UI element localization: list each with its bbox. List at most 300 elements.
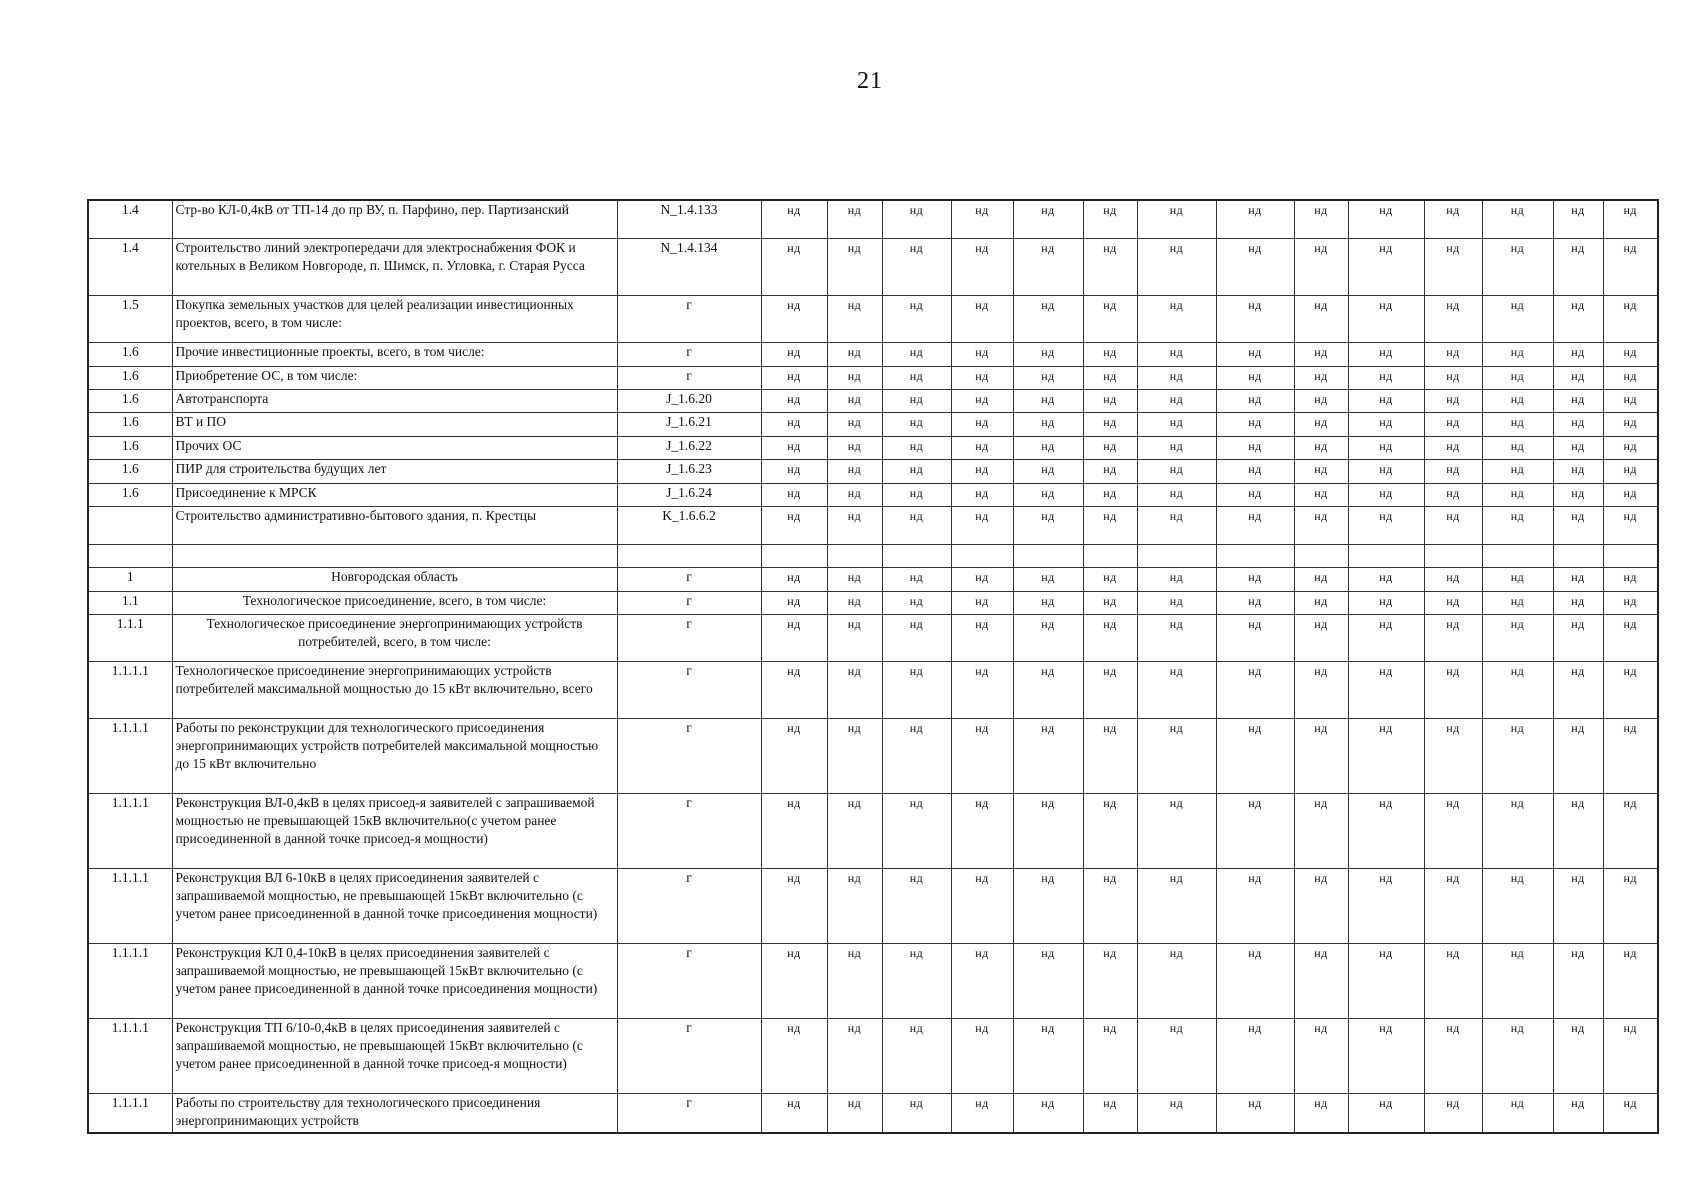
row-code: N_1.4.133 <box>617 200 761 238</box>
nd-cell: нд <box>761 1093 827 1133</box>
nd-cell: нд <box>1294 1093 1348 1133</box>
nd-cell: нд <box>1482 389 1553 412</box>
row-number: 1.6 <box>88 459 172 483</box>
nd-cell: нд <box>1603 483 1658 506</box>
nd-cell: нд <box>951 718 1013 793</box>
nd-cell: нд <box>827 661 882 718</box>
row-name: Реконструкция ВЛ 6-10кВ в целях присоединения заявителей с запрашиваемой мощностью, не превышающей 15кВт включительно (с учетом ранее присоединенной в данной точке присоединения мощности) <box>172 868 617 943</box>
row-code: г <box>617 614 761 661</box>
row-name: Прочих ОС <box>172 436 617 459</box>
row-name: Строительство линий электропередачи для электроснабжения ФОК и котельных в Великом Новгороде, п. Шимск, п. Угловка, г. Старая Русса <box>172 238 617 295</box>
nd-cell: нд <box>1603 793 1658 868</box>
row-code: г <box>617 1093 761 1133</box>
nd-cell: нд <box>1216 483 1294 506</box>
nd-cell: нд <box>1083 793 1137 868</box>
nd-cell: нд <box>1083 868 1137 943</box>
nd-cell: нд <box>1603 718 1658 793</box>
nd-cell: нд <box>1424 366 1482 389</box>
nd-cell: нд <box>1013 436 1083 459</box>
nd-cell: нд <box>1348 459 1424 483</box>
nd-cell: нд <box>1348 200 1424 238</box>
nd-cell: нд <box>1348 591 1424 614</box>
nd-cell: нд <box>1137 389 1216 412</box>
nd-cell <box>1482 544 1553 567</box>
nd-cell: нд <box>1137 366 1216 389</box>
nd-cell: нд <box>1424 661 1482 718</box>
nd-cell: нд <box>951 614 1013 661</box>
nd-cell: нд <box>1603 661 1658 718</box>
nd-cell: нд <box>1482 614 1553 661</box>
nd-cell: нд <box>761 661 827 718</box>
nd-cell: нд <box>1348 389 1424 412</box>
row-name: Технологическое присоединение энергопринимающих устройств потребителей максимальной мощностью до 15 кВт включительно, всего <box>172 661 617 718</box>
nd-cell: нд <box>1348 1093 1424 1133</box>
row-number: 1.1.1.1 <box>88 718 172 793</box>
nd-cell <box>1603 544 1658 567</box>
nd-cell: нд <box>1137 1018 1216 1093</box>
nd-cell: нд <box>882 295 951 342</box>
table-row <box>88 200 1658 238</box>
row-name: Работы по реконструкции для технологического присоединения энергопринимающих устройств потребителей максимальной мощностью до 15 кВт включительно <box>172 718 617 793</box>
row-name <box>172 544 617 567</box>
row-code: г <box>617 943 761 1018</box>
nd-cell: нд <box>951 661 1013 718</box>
row-name: Прочие инвестиционные проекты, всего, в том числе: <box>172 342 617 366</box>
nd-cell: нд <box>1137 200 1216 238</box>
row-number <box>88 544 172 567</box>
row-code: K_1.6.6.2 <box>617 506 761 544</box>
table-row <box>88 1018 1658 1093</box>
nd-cell: нд <box>761 366 827 389</box>
nd-cell: нд <box>1216 567 1294 591</box>
row-code: N_1.4.134 <box>617 238 761 295</box>
nd-cell: нд <box>1424 943 1482 1018</box>
nd-cell: нд <box>1083 295 1137 342</box>
nd-cell: нд <box>951 1093 1013 1133</box>
row-code: г <box>617 342 761 366</box>
nd-cell: нд <box>1137 1093 1216 1133</box>
nd-cell: нд <box>1603 943 1658 1018</box>
nd-cell: нд <box>1013 1018 1083 1093</box>
nd-cell: нд <box>1348 366 1424 389</box>
nd-cell: нд <box>1553 614 1603 661</box>
nd-cell: нд <box>951 342 1013 366</box>
nd-cell: нд <box>1083 661 1137 718</box>
nd-cell: нд <box>1216 506 1294 544</box>
row-code: г <box>617 1018 761 1093</box>
nd-cell: нд <box>1137 868 1216 943</box>
table-row <box>88 436 1658 459</box>
nd-cell: нд <box>1424 412 1482 436</box>
nd-cell: нд <box>1083 591 1137 614</box>
nd-cell: нд <box>1013 591 1083 614</box>
nd-cell: нд <box>1348 943 1424 1018</box>
nd-cell: нд <box>761 868 827 943</box>
nd-cell: нд <box>1553 200 1603 238</box>
nd-cell: нд <box>882 389 951 412</box>
nd-cell: нд <box>761 389 827 412</box>
nd-cell: нд <box>882 459 951 483</box>
nd-cell: нд <box>1083 506 1137 544</box>
nd-cell: нд <box>1424 459 1482 483</box>
nd-cell: нд <box>882 200 951 238</box>
nd-cell: нд <box>951 436 1013 459</box>
nd-cell: нд <box>1482 238 1553 295</box>
page-number: 21 <box>857 68 883 94</box>
nd-cell: нд <box>1137 614 1216 661</box>
row-name: Реконструкция ТП 6/10-0,4кВ в целях присоединения заявителей с запрашиваемой мощностью, не превышающей 15кВт включительно (с учетом ранее присоединенной в данной точке присоед-я мощности) <box>172 1018 617 1093</box>
investment-table <box>87 199 1659 1134</box>
nd-cell: нд <box>1424 1018 1482 1093</box>
row-number: 1.5 <box>88 295 172 342</box>
nd-cell: нд <box>827 342 882 366</box>
nd-cell: нд <box>1216 295 1294 342</box>
nd-cell <box>1294 544 1348 567</box>
nd-cell: нд <box>1013 614 1083 661</box>
nd-cell <box>1553 544 1603 567</box>
nd-cell: нд <box>1137 661 1216 718</box>
table-row <box>88 412 1658 436</box>
table-row <box>88 1093 1658 1133</box>
nd-cell <box>1013 544 1083 567</box>
nd-cell: нд <box>1137 793 1216 868</box>
nd-cell: нд <box>1294 943 1348 1018</box>
nd-cell: нд <box>1553 591 1603 614</box>
nd-cell: нд <box>1216 366 1294 389</box>
nd-cell: нд <box>1482 366 1553 389</box>
nd-cell: нд <box>1294 200 1348 238</box>
table-row <box>88 295 1658 342</box>
nd-cell: нд <box>1603 366 1658 389</box>
nd-cell: нд <box>1216 200 1294 238</box>
table-row <box>88 591 1658 614</box>
nd-cell: нд <box>1482 661 1553 718</box>
nd-cell: нд <box>1216 412 1294 436</box>
table-row <box>88 459 1658 483</box>
table-row <box>88 342 1658 366</box>
nd-cell: нд <box>1553 342 1603 366</box>
nd-cell: нд <box>882 793 951 868</box>
nd-cell: нд <box>1553 661 1603 718</box>
nd-cell: нд <box>827 591 882 614</box>
nd-cell: нд <box>1216 436 1294 459</box>
row-code: J_1.6.20 <box>617 389 761 412</box>
row-name: Строительство административно-бытового здания, п. Крестцы <box>172 506 617 544</box>
table-row <box>88 614 1658 661</box>
nd-cell <box>1137 544 1216 567</box>
nd-cell: нд <box>1013 342 1083 366</box>
nd-cell: нд <box>1348 718 1424 793</box>
nd-cell: нд <box>1482 943 1553 1018</box>
nd-cell: нд <box>882 661 951 718</box>
nd-cell: нд <box>1137 459 1216 483</box>
nd-cell: нд <box>1013 793 1083 868</box>
nd-cell: нд <box>761 295 827 342</box>
nd-cell: нд <box>1553 793 1603 868</box>
nd-cell: нд <box>1294 661 1348 718</box>
nd-cell: нд <box>1083 567 1137 591</box>
nd-cell: нд <box>1348 661 1424 718</box>
table-row <box>88 483 1658 506</box>
nd-cell: нд <box>827 1093 882 1133</box>
row-number: 1.6 <box>88 436 172 459</box>
nd-cell: нд <box>761 342 827 366</box>
nd-cell: нд <box>1553 366 1603 389</box>
nd-cell: нд <box>1603 506 1658 544</box>
table-body <box>88 200 1658 1133</box>
nd-cell <box>1083 544 1137 567</box>
nd-cell: нд <box>1553 238 1603 295</box>
nd-cell: нд <box>1482 718 1553 793</box>
nd-cell: нд <box>882 483 951 506</box>
nd-cell: нд <box>1553 1018 1603 1093</box>
nd-cell: нд <box>1294 718 1348 793</box>
row-number: 1.1.1.1 <box>88 793 172 868</box>
nd-cell: нд <box>1013 366 1083 389</box>
nd-cell: нд <box>1348 868 1424 943</box>
nd-cell: нд <box>1424 238 1482 295</box>
nd-cell: нд <box>1294 459 1348 483</box>
nd-cell: нд <box>1424 389 1482 412</box>
nd-cell: нд <box>1216 793 1294 868</box>
nd-cell: нд <box>1083 366 1137 389</box>
nd-cell: нд <box>1083 1018 1137 1093</box>
nd-cell: нд <box>1294 412 1348 436</box>
row-name: ПИР для строительства будущих лет <box>172 459 617 483</box>
row-name: Новгородская область <box>172 567 617 591</box>
nd-cell: нд <box>1348 295 1424 342</box>
nd-cell: нд <box>951 200 1013 238</box>
nd-cell: нд <box>827 1018 882 1093</box>
nd-cell: нд <box>1553 483 1603 506</box>
row-code: J_1.6.22 <box>617 436 761 459</box>
nd-cell: нд <box>882 412 951 436</box>
nd-cell: нд <box>1294 506 1348 544</box>
nd-cell: нд <box>1348 436 1424 459</box>
nd-cell: нд <box>1013 718 1083 793</box>
nd-cell: нд <box>827 614 882 661</box>
row-name: Автотранспорта <box>172 389 617 412</box>
nd-cell: нд <box>951 389 1013 412</box>
nd-cell: нд <box>951 295 1013 342</box>
nd-cell: нд <box>1216 943 1294 1018</box>
nd-cell: нд <box>1216 1018 1294 1093</box>
nd-cell: нд <box>1424 436 1482 459</box>
nd-cell: нд <box>1013 1093 1083 1133</box>
nd-cell: нд <box>761 459 827 483</box>
row-code: J_1.6.24 <box>617 483 761 506</box>
nd-cell <box>1424 544 1482 567</box>
row-code: г <box>617 661 761 718</box>
table-row <box>88 389 1658 412</box>
nd-cell: нд <box>1294 614 1348 661</box>
row-number: 1.4 <box>88 200 172 238</box>
nd-cell: нд <box>761 483 827 506</box>
nd-cell: нд <box>1482 342 1553 366</box>
nd-cell: нд <box>1013 506 1083 544</box>
row-name: Реконструкция КЛ 0,4-10кВ в целях присоединения заявителей с запрашиваемой мощностью, не превышающей 15кВт включительно (с учетом ранее присоединенной в данной точке присоединения мощности) <box>172 943 617 1018</box>
table-row <box>88 506 1658 544</box>
nd-cell <box>761 544 827 567</box>
table-row <box>88 718 1658 793</box>
nd-cell: нд <box>1013 200 1083 238</box>
table-row <box>88 868 1658 943</box>
nd-cell: нд <box>1216 614 1294 661</box>
nd-cell: нд <box>882 1018 951 1093</box>
nd-cell: нд <box>1348 1018 1424 1093</box>
row-code: г <box>617 567 761 591</box>
row-code: г <box>617 295 761 342</box>
row-code: J_1.6.23 <box>617 459 761 483</box>
nd-cell: нд <box>1083 718 1137 793</box>
row-number: 1.1.1.1 <box>88 943 172 1018</box>
nd-cell: нд <box>1603 436 1658 459</box>
nd-cell: нд <box>827 295 882 342</box>
nd-cell: нд <box>1013 483 1083 506</box>
nd-cell: нд <box>1553 718 1603 793</box>
nd-cell: нд <box>1482 868 1553 943</box>
row-code: г <box>617 591 761 614</box>
nd-cell: нд <box>1216 1093 1294 1133</box>
nd-cell: нд <box>827 389 882 412</box>
row-name: Технологическое присоединение энергопринимающих устройств потребителей, всего, в том числе: <box>172 614 617 661</box>
nd-cell: нд <box>1137 436 1216 459</box>
nd-cell: нд <box>951 793 1013 868</box>
nd-cell: нд <box>1424 200 1482 238</box>
nd-cell: нд <box>1348 567 1424 591</box>
nd-cell: нд <box>951 412 1013 436</box>
nd-cell: нд <box>1137 506 1216 544</box>
nd-cell: нд <box>1482 295 1553 342</box>
nd-cell: нд <box>951 483 1013 506</box>
nd-cell: нд <box>1553 389 1603 412</box>
nd-cell: нд <box>951 1018 1013 1093</box>
row-number: 1.1.1.1 <box>88 868 172 943</box>
nd-cell: нд <box>761 591 827 614</box>
row-code: г <box>617 366 761 389</box>
nd-cell: нд <box>1137 412 1216 436</box>
nd-cell: нд <box>1216 238 1294 295</box>
nd-cell: нд <box>1553 1093 1603 1133</box>
nd-cell: нд <box>882 238 951 295</box>
row-number: 1.1 <box>88 591 172 614</box>
nd-cell: нд <box>761 793 827 868</box>
nd-cell: нд <box>1137 295 1216 342</box>
nd-cell: нд <box>827 483 882 506</box>
nd-cell: нд <box>1294 389 1348 412</box>
row-code: г <box>617 868 761 943</box>
nd-cell: нд <box>1482 1093 1553 1133</box>
nd-cell: нд <box>1482 200 1553 238</box>
nd-cell: нд <box>1013 459 1083 483</box>
nd-cell: нд <box>1482 483 1553 506</box>
nd-cell: нд <box>827 238 882 295</box>
nd-cell: нд <box>1603 567 1658 591</box>
nd-cell: нд <box>1348 614 1424 661</box>
nd-cell: нд <box>1603 200 1658 238</box>
nd-cell: нд <box>1137 591 1216 614</box>
row-number: 1.6 <box>88 389 172 412</box>
nd-cell: нд <box>761 506 827 544</box>
nd-cell: нд <box>1137 943 1216 1018</box>
nd-cell: нд <box>1294 793 1348 868</box>
nd-cell: нд <box>1482 412 1553 436</box>
nd-cell: нд <box>1603 238 1658 295</box>
nd-cell: нд <box>1083 483 1137 506</box>
nd-cell: нд <box>1216 591 1294 614</box>
nd-cell: нд <box>1424 295 1482 342</box>
nd-cell: нд <box>1603 389 1658 412</box>
nd-cell: нд <box>1424 793 1482 868</box>
nd-cell: нд <box>1216 459 1294 483</box>
nd-cell: нд <box>1083 200 1137 238</box>
nd-cell: нд <box>1083 1093 1137 1133</box>
row-number: 1.1.1.1 <box>88 1093 172 1133</box>
nd-cell: нд <box>1482 506 1553 544</box>
row-code: J_1.6.21 <box>617 412 761 436</box>
nd-cell: нд <box>1603 614 1658 661</box>
nd-cell: нд <box>1424 591 1482 614</box>
nd-cell: нд <box>1216 342 1294 366</box>
nd-cell: нд <box>951 238 1013 295</box>
nd-cell: нд <box>1482 591 1553 614</box>
nd-cell: нд <box>1482 436 1553 459</box>
row-name: Приобретение ОС, в том числе: <box>172 366 617 389</box>
nd-cell: нд <box>827 366 882 389</box>
table-row <box>88 567 1658 591</box>
nd-cell: нд <box>1137 483 1216 506</box>
nd-cell: нд <box>1603 342 1658 366</box>
nd-cell: нд <box>1294 295 1348 342</box>
row-number: 1.1.1.1 <box>88 1018 172 1093</box>
nd-cell: нд <box>1294 1018 1348 1093</box>
nd-cell: нд <box>1137 718 1216 793</box>
nd-cell: нд <box>1083 943 1137 1018</box>
nd-cell: нд <box>1424 483 1482 506</box>
row-name: ВТ и ПО <box>172 412 617 436</box>
nd-cell: нд <box>1083 342 1137 366</box>
nd-cell: нд <box>1216 868 1294 943</box>
row-code <box>617 544 761 567</box>
row-name: Работы по строительству для технологического присоединения энергопринимающих устройств <box>172 1093 617 1133</box>
nd-cell: нд <box>1424 614 1482 661</box>
nd-cell: нд <box>882 943 951 1018</box>
nd-cell: нд <box>1482 793 1553 868</box>
nd-cell: нд <box>951 459 1013 483</box>
nd-cell: нд <box>827 506 882 544</box>
row-number: 1.6 <box>88 366 172 389</box>
table-row <box>88 943 1658 1018</box>
nd-cell: нд <box>827 868 882 943</box>
nd-cell: нд <box>1603 295 1658 342</box>
nd-cell: нд <box>1216 718 1294 793</box>
nd-cell: нд <box>882 718 951 793</box>
nd-cell: нд <box>882 591 951 614</box>
nd-cell: нд <box>1083 436 1137 459</box>
nd-cell: нд <box>882 1093 951 1133</box>
nd-cell: нд <box>827 459 882 483</box>
nd-cell: нд <box>1216 389 1294 412</box>
nd-cell: нд <box>1083 614 1137 661</box>
nd-cell: нд <box>1603 591 1658 614</box>
row-name: Присоединение к МРСК <box>172 483 617 506</box>
nd-cell: нд <box>827 200 882 238</box>
nd-cell: нд <box>951 943 1013 1018</box>
nd-cell: нд <box>1553 868 1603 943</box>
nd-cell: нд <box>1553 943 1603 1018</box>
nd-cell: нд <box>1348 483 1424 506</box>
nd-cell: нд <box>1424 342 1482 366</box>
